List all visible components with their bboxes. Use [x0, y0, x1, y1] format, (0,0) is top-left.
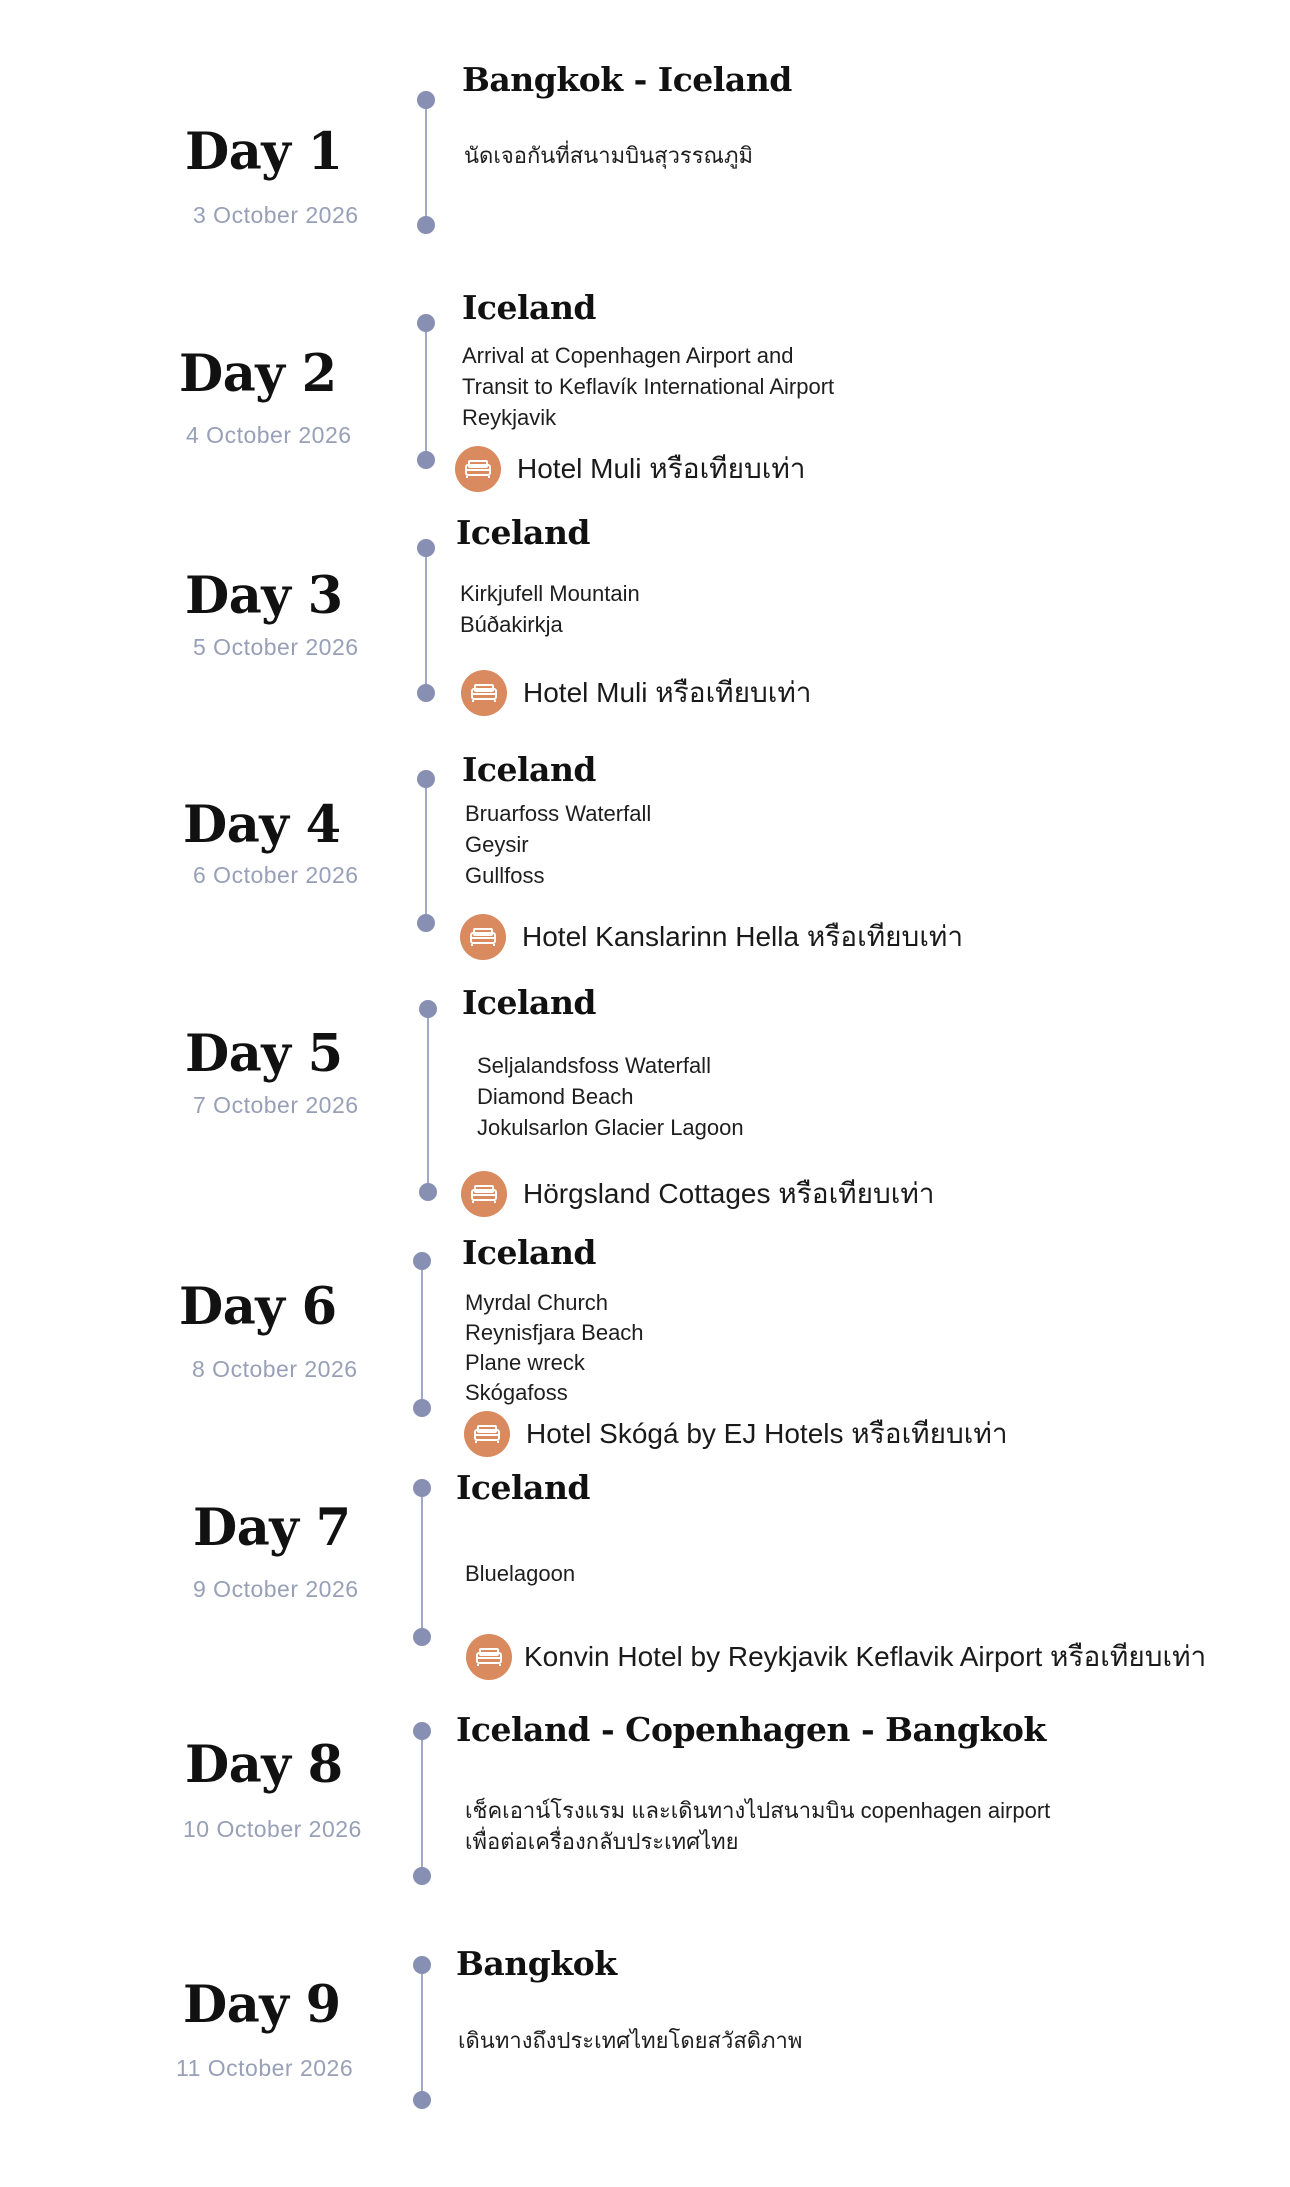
hotel-name: Hotel Kanslarinn Hella หรือเทียบเท่า	[522, 921, 964, 952]
day-title: Day 1	[185, 122, 343, 182]
activity-item: Transit to Keflavík International Airport	[462, 374, 835, 399]
timeline-dot-end	[413, 1867, 431, 1885]
timeline-line	[425, 100, 427, 225]
timeline-line	[421, 1488, 423, 1637]
day-title: Day 4	[183, 795, 341, 855]
destination-title: Iceland - Copenhagen - Bangkok	[456, 1710, 1046, 1749]
hotel-name: Hotel Muli หรือเทียบเท่า	[517, 453, 806, 484]
activity-item: Bluelagoon	[465, 1561, 576, 1586]
timeline-dot-end	[417, 216, 435, 234]
day-date: 3 October 2026	[193, 202, 359, 228]
day-date: 4 October 2026	[186, 422, 352, 448]
activity-list	[460, 578, 640, 640]
bed-icon	[466, 1634, 512, 1680]
activity-item: Skógafoss	[465, 1380, 568, 1405]
activity-item: Diamond Beach	[477, 1084, 634, 1109]
day-title: Day 5	[185, 1024, 343, 1084]
timeline-dot-start	[419, 1000, 437, 1018]
day-date: 5 October 2026	[193, 634, 359, 660]
hotel-name: Hörgsland Cottages หรือเทียบเท่า	[523, 1178, 935, 1209]
activity-item: Arrival at Copenhagen Airport and	[462, 343, 794, 368]
activity-item: เช็คเอาน์โรงแรม และเดินทางไปสนามบิน copenhagen airport	[465, 1798, 1051, 1823]
day-date: 9 October 2026	[193, 1576, 359, 1602]
timeline-line	[421, 1261, 423, 1408]
day-title: Day 2	[179, 344, 337, 404]
activity-item: Jokulsarlon Glacier Lagoon	[477, 1115, 744, 1140]
timeline-dot-end	[413, 1628, 431, 1646]
activity-item: นัดเจอกันที่สนามบินสุวรรณภูมิ	[464, 143, 753, 168]
timeline-dot-start	[417, 770, 435, 788]
day-title: Day 8	[185, 1735, 343, 1795]
timeline-dot-start	[413, 1479, 431, 1497]
day-title: Day 9	[183, 1975, 341, 2035]
activity-item: Kirkjufell Mountain	[460, 581, 640, 606]
bed-icon	[455, 446, 501, 492]
activity-list	[477, 1050, 744, 1143]
day-title: Day 6	[179, 1277, 337, 1337]
activity-list	[465, 1558, 575, 1589]
destination-title: Iceland	[456, 513, 591, 552]
activity-item: Bruarfoss Waterfall	[465, 801, 652, 826]
day-date: 6 October 2026	[193, 862, 359, 888]
timeline-dot-end	[419, 1183, 437, 1201]
timeline-dot-start	[417, 91, 435, 109]
destination-title: Iceland	[462, 983, 597, 1022]
timeline-line	[421, 1731, 423, 1876]
activity-item: Gullfoss	[465, 863, 545, 888]
activity-item: Myrdal Church	[465, 1290, 609, 1315]
activity-item: Seljalandsfoss Waterfall	[477, 1053, 711, 1078]
destination-title: Bangkok	[456, 1944, 617, 1983]
hotel-row	[461, 1171, 935, 1217]
day-date: 11 October 2026	[176, 2055, 354, 2081]
activity-item: เดินทางถึงประเทศไทยโดยสวัสดิภาพ	[458, 2028, 803, 2053]
activity-item: Reynisfjara Beach	[465, 1320, 644, 1345]
timeline-line	[425, 779, 427, 923]
day-title: Day 3	[185, 566, 343, 626]
activity-item: Reykjavik	[462, 405, 557, 430]
activity-list	[458, 2025, 802, 2056]
activity-item: Geysir	[465, 832, 529, 857]
timeline-dot-end	[417, 684, 435, 702]
hotel-name: Hotel Muli หรือเทียบเท่า	[523, 677, 812, 708]
hotel-row	[466, 1634, 1206, 1680]
destination-title: Bangkok - Iceland	[462, 60, 792, 99]
timeline-line	[421, 1965, 423, 2100]
destination-title: Iceland	[456, 1468, 591, 1507]
timeline-line	[425, 548, 427, 693]
bed-icon	[461, 1171, 507, 1217]
timeline-dot-end	[413, 1399, 431, 1417]
destination-title: Iceland	[462, 750, 597, 789]
activity-item: Búðakirkja	[460, 612, 563, 637]
timeline-dot-start	[417, 539, 435, 557]
hotel-row	[460, 914, 963, 960]
timeline-line	[425, 323, 427, 458]
bed-icon	[460, 914, 506, 960]
timeline-line	[427, 1009, 429, 1192]
timeline-dot-end	[417, 451, 435, 469]
activity-list	[464, 140, 753, 171]
day-date: 10 October 2026	[183, 1816, 362, 1842]
timeline-dot-start	[413, 1956, 431, 1974]
activity-item: Plane wreck	[465, 1350, 585, 1375]
hotel-row	[455, 446, 806, 492]
activity-item: เพื่อต่อเครื่องกลับประเทศไทย	[465, 1829, 739, 1854]
timeline-dot-end	[417, 914, 435, 932]
timeline-dot-end	[413, 2091, 431, 2109]
day-date: 7 October 2026	[193, 1092, 359, 1118]
hotel-name: Konvin Hotel by Reykjavik Keflavik Airport หรือเทียบเท่า	[524, 1641, 1207, 1672]
hotel-row	[461, 670, 812, 716]
bed-icon	[464, 1411, 510, 1457]
activity-list	[462, 340, 834, 433]
timeline-dot-start	[417, 314, 435, 332]
day-title: Day 7	[193, 1498, 351, 1558]
activity-list	[465, 1795, 1050, 1857]
destination-title: Iceland	[462, 288, 597, 327]
destination-title: Iceland	[462, 1233, 597, 1272]
activity-list	[465, 1288, 644, 1408]
timeline-dot-start	[413, 1722, 431, 1740]
bed-icon	[461, 670, 507, 716]
timeline-dot-start	[413, 1252, 431, 1270]
activity-list	[465, 798, 651, 891]
hotel-row	[464, 1411, 1008, 1457]
day-date: 8 October 2026	[192, 1356, 358, 1382]
hotel-name: Hotel Skógá by EJ Hotels หรือเทียบเท่า	[526, 1418, 1008, 1449]
